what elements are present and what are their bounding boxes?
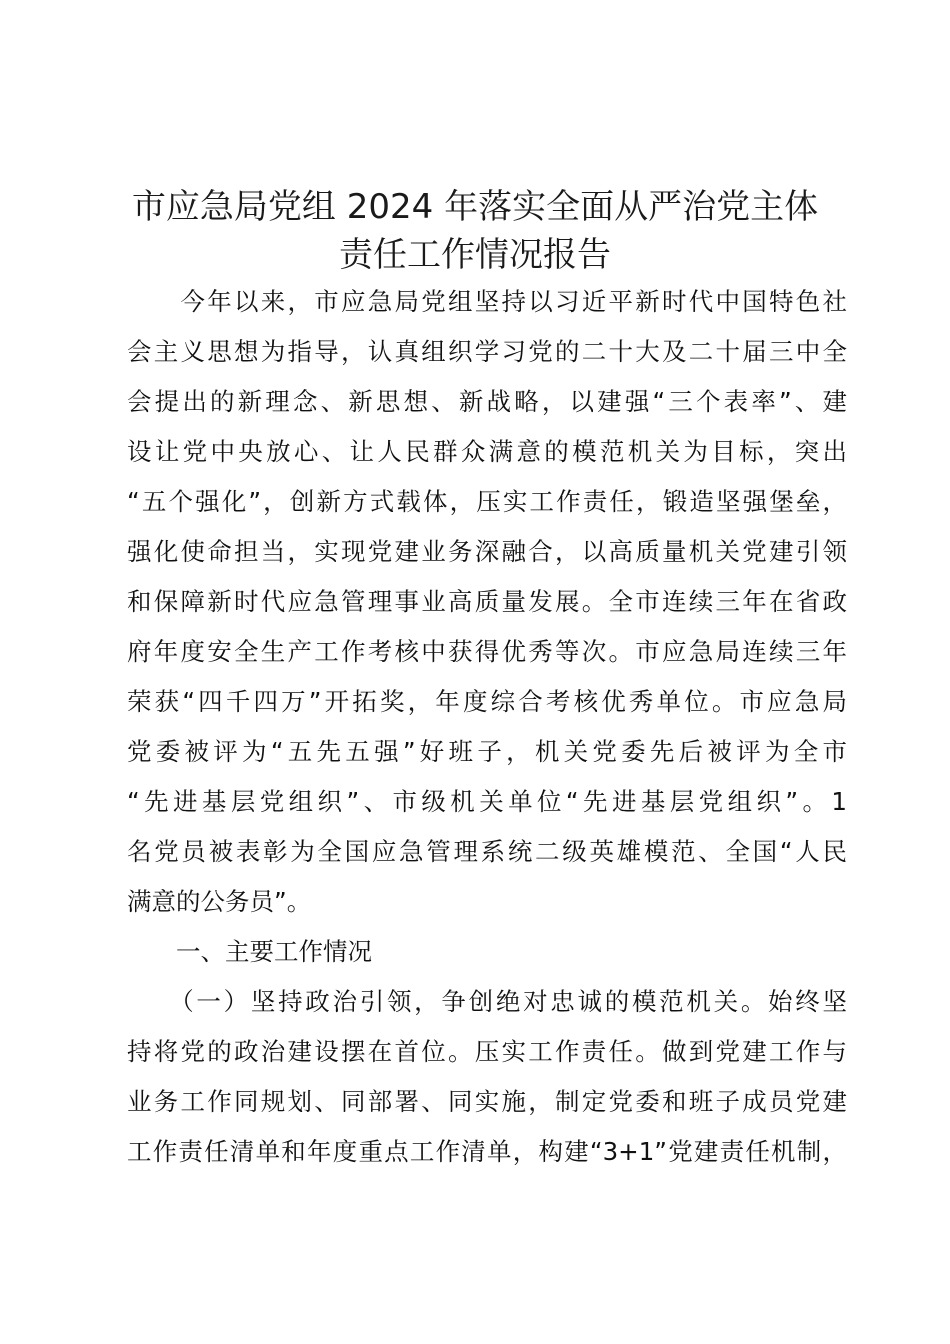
paragraph-line: “五个强化”，创新方式载体，压实工作责任，锻造坚强堡垒， — [127, 487, 847, 516]
paragraph-line: 持将党的政治建设摆在首位。压实工作责任。做到党建工作与 — [127, 1037, 847, 1066]
paragraph-line: 满意的公务员”。 — [127, 887, 312, 916]
paragraph-line: 会提出的新理念、新思想、新战略，以建强“三个表率”、建 — [127, 387, 847, 416]
paragraph-line: 荣获“四千四万”开拓奖，年度综合考核优秀单位。市应急局 — [127, 687, 847, 716]
paragraph-line: 府年度安全生产工作考核中获得优秀等次。市应急局连续三年 — [127, 637, 847, 666]
paragraph-line: 业务工作同规划、同部署、同实施，制定党委和班子成员党建 — [127, 1087, 847, 1116]
paragraph-line: 名党员被表彰为全国应急管理系统二级英雄模范、全国“人民 — [127, 837, 847, 866]
paragraph-line: “先进基层党组织”、市级机关单位“先进基层党组织”。1 — [127, 787, 847, 816]
paragraph-line: 强化使命担当，实现党建业务深融合，以高质量机关党建引领 — [127, 537, 847, 566]
section-heading: 一、主要工作情况 — [127, 937, 372, 966]
paragraph-line: 工作责任清单和年度重点工作清单，构建“3+1”党建责任机制， — [127, 1137, 847, 1166]
paragraph-line: 和保障新时代应急管理事业高质量发展。全市连续三年在省政 — [127, 587, 847, 616]
document-title-line-2: 责任工作情况报告 — [339, 235, 611, 275]
paragraph-line: 今年以来，市应急局党组坚持以习近平新时代中国特色社 — [127, 287, 847, 316]
paragraph-line: （一）坚持政治引领，争创绝对忠诚的模范机关。始终坚 — [127, 987, 847, 1016]
paragraph-line: 会主义思想为指导，认真组织学习党的二十大及二十届三中全 — [127, 337, 847, 366]
paragraph-line: 设让党中央放心、让人民群众满意的模范机关为目标，突出 — [127, 437, 847, 466]
paragraph-line: 党委被评为“五先五强”好班子，机关党委先后被评为全市 — [127, 737, 847, 766]
document-title-line-1: 市应急局党组 2024 年落实全面从严治党主体 — [131, 187, 819, 227]
